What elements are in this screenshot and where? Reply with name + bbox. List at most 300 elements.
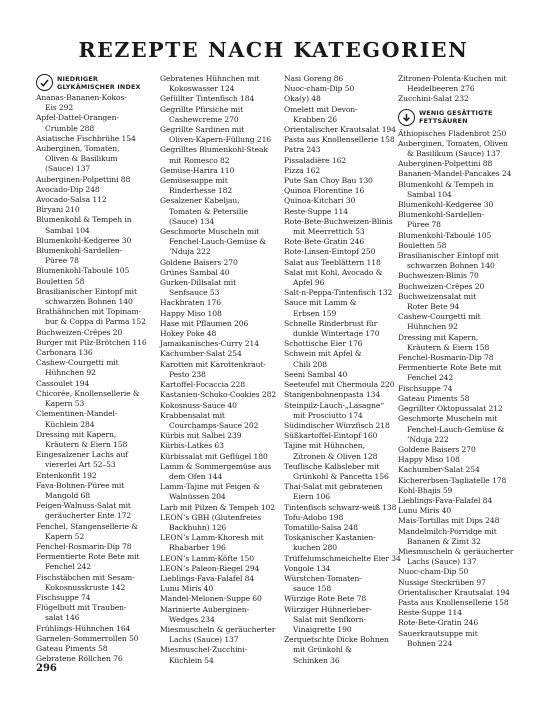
index-column-2 [160,74,282,666]
entry-continuation: salat 146 [45,613,80,623]
index-entry [36,409,158,429]
index-entry [36,287,158,307]
index-entry [36,430,158,450]
index-entry [36,522,158,542]
entry-text: Fava-Bohnen-Püree mit [36,480,125,490]
entry-continuation: ’Nduja 222 [169,247,211,257]
entry-continuation: Grünkohl & Pancetta 156 [293,471,389,481]
entry-text: Fischsuppe 74 [398,383,453,393]
entry-continuation: Lachs (Sauce) 137 [169,635,239,645]
index-entry [284,513,406,523]
entry-continuation: Küchlein 54 [169,655,214,665]
index-entry [398,618,526,628]
index-entry [284,390,406,400]
index-entry [398,282,526,292]
entry-continuation: Kapern 52 [45,531,85,541]
entry-text: Goldene Baisers 270 [160,257,238,267]
index-entry [284,594,406,604]
entry-text: Geschmorte Muscheln mit [160,227,260,237]
entry-continuation: dunkle Wintertage 170 [293,329,380,339]
entry-text: Bouletten 58 [36,276,85,286]
index-entry [398,455,526,465]
index-entry [36,379,158,389]
entry-text: Biryani 210 [36,205,80,215]
index-entry [160,309,282,319]
entry-text: LEON’s Lamm-Köfte 150 [160,553,254,563]
index-entry [284,523,406,533]
index-entry [398,414,526,445]
entry-continuation: Küchlein 284 [45,419,95,429]
entry-text: Entenkonfit 192 [36,470,97,480]
entry-text: Fischstäbchen mit Sesam- [36,572,135,582]
index-entry [36,450,158,470]
entry-continuation: Kokosnusskruste 142 [45,582,126,592]
entry-text: Gurken-Dillsalat mit [160,278,237,288]
index-entry [36,603,158,623]
entry-text: Toskanischer Kastanien- [284,533,376,543]
entry-text: Süßkartoffel-Eintopf 160 [284,431,378,441]
index-entry [160,554,282,564]
entry-continuation: Apfel 96 [293,278,325,288]
index-entry [36,277,158,287]
entry-continuation: Eis 292 [45,103,74,113]
index-entry [284,605,406,636]
entry-continuation: geräucherter Ente 172 [45,511,132,521]
index-entry [36,307,158,327]
index-entry [160,513,282,533]
entry-text: Reste-Suppe 114 [284,206,348,216]
entries [398,74,526,105]
entry-text: Apfel-Dattel-Orangen- [36,113,119,123]
entry-continuation: Zitronen & Oliven 128 [293,451,378,461]
entry-continuation: & Basilikum (Sauce) 137 [407,149,501,159]
entry-text: Brathähnchen mit Topinam- [36,307,142,317]
entry-text: Karotten mit Karottenkraut- [160,359,266,369]
entry-text: Kartoffel-Focaccia 228 [160,380,245,390]
index-entry [160,411,282,431]
index-entry [36,266,158,276]
index-entry [36,185,158,195]
index-column-3 [284,74,406,666]
entry-text: Thai-Salat mit gebratenen [284,482,383,492]
index-entry [398,363,526,383]
entry-text: Rote-Bete-Buchweizen-Blinis [284,216,393,226]
entry-text: Kürbissalat mit Geflügel 180 [160,451,268,461]
entry-text: Würzige Rote Bete 78 [284,594,367,604]
index-entry [284,462,406,482]
index-entry [160,645,282,665]
entry-text: Pizza 162 [284,165,321,175]
index-entry [160,431,282,441]
index-entry [398,527,526,547]
entry-continuation: Krabben 26 [293,114,338,124]
entry-continuation: bur & Coppa di Parma 152 [45,317,146,327]
entry-text: Vongole 134 [284,563,331,573]
index-entry [398,476,526,486]
entry-text: Buchweizen-Crêpes 20 [398,281,485,291]
index-entry [398,496,526,506]
entry-text: Mandelmilch-Porridge mit [398,526,497,536]
entry-continuation: Tomaten & Petersilie [169,206,248,216]
entry-text: Gegrillter Oktopussalat 212 [398,404,503,414]
entry-text: LEON’s Paleon-Riegel 294 [160,563,260,573]
entry-text: Blumenkohl-Kedgeree 30 [398,200,494,210]
entry-text: Zucchini-Salat 232 [398,94,469,104]
entry-text: Buchweizen-Crêpes 20 [36,327,123,337]
entry-text: Brasilianischer Eintopf mit [36,286,137,296]
index-entry [398,506,526,516]
entry-text: Gateau Piments 58 [36,643,108,653]
entry-text: Orientalischer Krautsalat 194 [284,125,396,135]
index-column-1 [36,74,158,664]
index-entry [36,338,158,348]
entry-text: Lunu Miris 40 [398,506,452,516]
index-entry [284,156,406,166]
entry-text: Mais-Tortillas mit Dips 248 [398,516,500,526]
index-entry [36,552,158,572]
entry-text: Nasi Goreng 86 [284,74,344,83]
entry-continuation: Erbsen 159 [293,308,337,318]
entry-text: Blumenkohl & Tempeh in [36,215,132,225]
entry-continuation: kuchen 280 [293,543,337,553]
index-entry [284,401,406,421]
entry-text: Lieblings-Fava-Falafel 84 [160,573,255,583]
index-entry [36,93,158,113]
index-entry [160,339,282,349]
entry-text: Blumenkohl-Taboulé 105 [36,266,130,276]
entry-text: Trüffelumschmeichelte Eier 34 [284,553,401,563]
entry-continuation: Sambal 104 [45,225,90,235]
index-entry [36,134,158,144]
index-entry [284,176,406,186]
index-entry [398,292,526,312]
index-entry [160,564,282,574]
entry-text: Krabbensalat mit [160,410,225,420]
checkmark-circle-icon [36,74,53,91]
entry-text: Seeteufel mit Chermoula 220 [284,380,395,390]
entry-continuation: dem Ofen 144 [169,471,223,481]
entries [284,74,406,666]
entry-continuation: Fenchel 242 [407,373,454,383]
entry-continuation: Mangold 68 [45,490,90,500]
index-entry [398,241,526,251]
entry-continuation: Eiern 106 [293,492,330,502]
entry-text: Geschmorte Muscheln mit [398,414,498,424]
entry-text: Pasta aus Knollensellerie 158 [398,597,509,607]
index-entry [36,175,158,185]
index-entry [398,271,526,281]
entry-text: Kastanien-Schoko-Cookies 282 [160,390,277,400]
index-entry [284,186,406,196]
entry-text: Blumenkohl & Tempeh in [398,179,494,189]
index-entry [160,605,282,625]
section-header-low-glycemic [36,74,158,91]
index-entry [160,196,282,227]
entries [398,129,526,649]
entry-text: Cashew-Courgetti mit [36,358,119,368]
entry-continuation: Vinaigrette 190 [293,624,352,634]
entry-text: Auberginen-Polpettini 88 [36,174,131,184]
index-entry [36,246,158,266]
entry-text: Reste-Suppe 114 [398,608,462,618]
index-entry [284,554,406,564]
index-entry [284,533,406,553]
index-entry [160,176,282,196]
entry-continuation: sauce 158 [293,584,332,594]
entry-text: Sauce mit Lamm & [284,298,357,308]
entry-text: Tofu-Adobo 198 [284,512,344,522]
index-entry [284,105,406,125]
index-entry [160,503,282,513]
entry-text: Tajine mit Hühnchen, [284,441,365,451]
index-entry [284,237,406,247]
entry-text: Garnelen-Sommerrollen 50 [36,633,139,643]
index-entry [160,401,282,411]
index-entry [284,339,406,349]
index-entry [160,625,282,645]
index-entry [398,394,526,404]
index-entry [398,547,526,567]
entry-continuation: Oliven-Kapern-Füllung 216 [169,135,272,145]
entry-continuation: Püree 78 [407,220,441,230]
entry-text: Grünes Sambal 40 [160,267,230,277]
entry-text: Pissaladière 162 [284,155,347,165]
index-entry [36,471,158,481]
index-entry [160,574,282,584]
index-entry [160,441,282,451]
index-entry [284,196,406,206]
entry-text: Flügelbutt mit Trauben- [36,603,127,613]
index-entry [160,298,282,308]
entry-text: Avocado-Dip 248 [36,184,100,194]
index-entry [398,210,526,230]
entry-text: Quinoa Florentine 16 [284,186,365,196]
index-entry [284,380,406,390]
entry-continuation: Salat mit Senfkorn- [293,614,367,624]
entry-text: Orientalischer Krautsalat 194 [398,587,510,597]
index-entry [398,200,526,210]
index-entry [284,370,406,380]
entry-text: Schwein mit Apfel & [284,349,362,359]
entry-text: Auberginen, Tomaten, Oliven [398,138,508,148]
entry-continuation: Cashewcreme 270 [169,114,239,124]
index-entry [36,542,158,552]
entry-text: Nussige Steckrüben 97 [398,577,486,587]
entry-text: Kichererbsen-Tagliatelle 178 [398,475,507,485]
entry-continuation: mit Prosciutto 174 [293,410,363,420]
entry-text: Rote-Bete-Gratin 246 [284,237,365,247]
index-entry [160,380,282,390]
index-entry [284,125,406,135]
entry-text: Gegrillte Pfirsiche mit [160,104,244,114]
entry-continuation: Senfsauce 53 [169,288,220,298]
index-entry [284,298,406,318]
entry-continuation: Rhabarber 196 [169,543,226,553]
index-entry [284,247,406,257]
index-entry [284,431,406,441]
index-entry [160,319,282,329]
index-entry [36,348,158,358]
index-entry [398,486,526,496]
entry-text: Bananen-Mandel-Pancakes 24 [398,169,512,179]
index-entry [398,74,526,94]
entry-text: Teuflische Kalbsleber mit [284,461,380,471]
index-entry [36,113,158,133]
index-entry [284,207,406,217]
index-entry [284,94,406,104]
entry-text: Gegrilltes Blumenkohl-Steak [160,145,268,155]
entry-text: Omelett mit Devon- [284,104,358,114]
entry-text: Fenchel-Rosmarin-Dip 78 [398,353,494,363]
entry-text: Gemüsesuppe mit [160,176,228,186]
index-entry [160,533,282,553]
index-entry [398,629,526,649]
index-entry [36,573,158,593]
entry-continuation: Oliven & Basilikum [45,154,118,164]
index-entry [160,390,282,400]
entry-text: Gebratenes Hühnchen mit [160,74,260,83]
entry-text: Stangenbohnenpasta 134 [284,390,381,400]
entry-continuation: Lachs (Sauce) 137 [407,557,477,567]
index-entry [398,578,526,588]
entry-continuation: Rinderhesse 182 [169,186,233,196]
entry-continuation: Hühnchen 92 [45,368,96,378]
entry-continuation: Chili 208 [293,359,327,369]
entry-text: Blumenkohl-Sardellen- [36,246,122,256]
index-entry [36,328,158,338]
index-entry [398,445,526,455]
entry-continuation: Kokoswasser 124 [169,84,235,94]
index-entry [160,145,282,165]
entry-text: Cashew-Courgetti mit [398,312,481,322]
entry-continuation: Püree 78 [45,256,79,266]
entry-continuation: mit Meerrettich 53 [293,227,365,237]
index-entry [160,74,282,94]
entry-continuation: viererlei Art 52–53 [45,460,116,470]
entry-text: Clementinen-Mandel- [36,409,118,419]
entry-text: Tintenfisch schwarz-weiß 138 [284,502,397,512]
index-entry [36,624,158,634]
index-entry [160,105,282,125]
entry-text: Lamm & Sommergemüse aus [160,461,272,471]
entry-text: Auberginen, Tomaten, [36,144,120,154]
index-entry [36,358,158,378]
index-entry [36,644,158,654]
index-entry [398,231,526,241]
index-entry [160,125,282,145]
entry-text: Salat mit Kohl, Avocado & [284,267,383,277]
entry-text: Carbonara 136 [36,348,93,358]
entry-text: Kachumber-Salat 254 [398,465,480,475]
index-entry [160,278,282,298]
entry-text: Jamaikanisches-Curry 214 [160,339,259,349]
index-entry [284,74,406,84]
index-entry [36,481,158,501]
entry-text: Salt-n-Peppa-Tintenfisch 132 [284,288,393,298]
index-entry [160,349,282,359]
entry-text: Pute San Choy Bau 130 [284,176,373,186]
entry-text: Gegrillte Sardinen mit [160,125,245,135]
entry-text: Chicorée, Knollensellerie & [36,388,140,398]
entry-text: Hokey Poke 48 [160,329,217,339]
index-entry [160,462,282,482]
entry-continuation: Schinken 36 [293,655,340,665]
index-entry [284,482,406,502]
section-header-low-saturated [398,109,526,126]
index-entry [284,574,406,594]
entry-text: Dressing mit Kapern, [36,429,117,439]
entry-text: Miesmuscheln & geräucherter [160,624,276,634]
entry-text: LEON’s Lamm-Khoresh mit [160,533,264,543]
entry-text: Gebratene Röllchen 76 [36,654,123,664]
entry-text: Miesmuschel-Zucchini- [160,645,247,655]
entry-text: Nuoc-cham-Dip 50 [284,84,355,94]
index-entry [160,584,282,594]
entry-text: Tomatillo-Salsa 248 [284,522,358,532]
section-title: WENIG GESÄTTIGTE FETTSÄUREN [419,109,493,126]
entry-text: Lunu Miris 40 [160,584,214,594]
entry-text: LEON’s GBH (Glutenfreies [160,512,262,522]
entry-continuation: Pesto 238 [169,369,206,379]
entry-text: Feigen-Walnuss-Salat mit [36,501,131,511]
entry-text: Bouletten 58 [398,240,447,250]
entry-text: Hase mit Pflaumen 206 [160,318,249,328]
index-entry [398,384,526,394]
index-entry [398,608,526,618]
index-entry [284,145,406,155]
index-entry [160,94,282,104]
entry-text: Gateau Piments 58 [398,393,470,403]
index-entry [398,404,526,414]
page-title: REZEPTE NACH KATEGORIEN [78,38,469,62]
index-entry [398,169,526,179]
entry-text: Burger mit Pilz-Brötchen 116 [36,337,147,347]
index-entry [160,594,282,604]
index-entry [36,215,158,235]
index-entry [160,268,282,278]
entry-text: Lieblings-Fava-Falafel 84 [398,495,493,505]
entry-text: Sauerkrautsuppe mit [398,628,478,638]
entry-continuation: Wedges 234 [169,614,215,624]
down-arrow-circle-icon [398,109,415,126]
entry-text: Goldene Baisers 270 [398,444,476,454]
entry-text: Auberginen-Polpettini 88 [398,159,493,169]
index-entry [36,634,158,644]
index-entry [398,312,526,332]
entry-text: Asiatische Fischbrühe 154 [36,133,136,143]
index-entry [160,166,282,176]
entry-text: Eingesalzener Lachs auf [36,450,128,460]
entry-text: Blumenkohl-Sardellen- [398,210,484,220]
entry-text: Frühlings-Hühnchen 164 [36,623,131,633]
index-entry [160,258,282,268]
index-entry [160,329,282,339]
entry-continuation: Walnüssen 204 [169,492,226,502]
entry-text: Rote-Linsen-Eintopf 250 [284,247,376,257]
entry-text: Happy Miso 108 [398,455,460,465]
index-entry [398,251,526,271]
entry-text: Quinoa-Kitchari 30 [284,196,356,206]
entry-text: Gesalzener Kabeljau, [160,196,240,206]
entry-text: Hackbraten 176 [160,298,221,308]
index-entry [284,135,406,145]
page-number: 296 [36,663,57,674]
index-entry [398,139,526,159]
index-entry [284,503,406,513]
index-entry [284,635,406,666]
entry-text: Blumenkohl-Taboulé 105 [398,230,492,240]
index-entry [160,452,282,462]
